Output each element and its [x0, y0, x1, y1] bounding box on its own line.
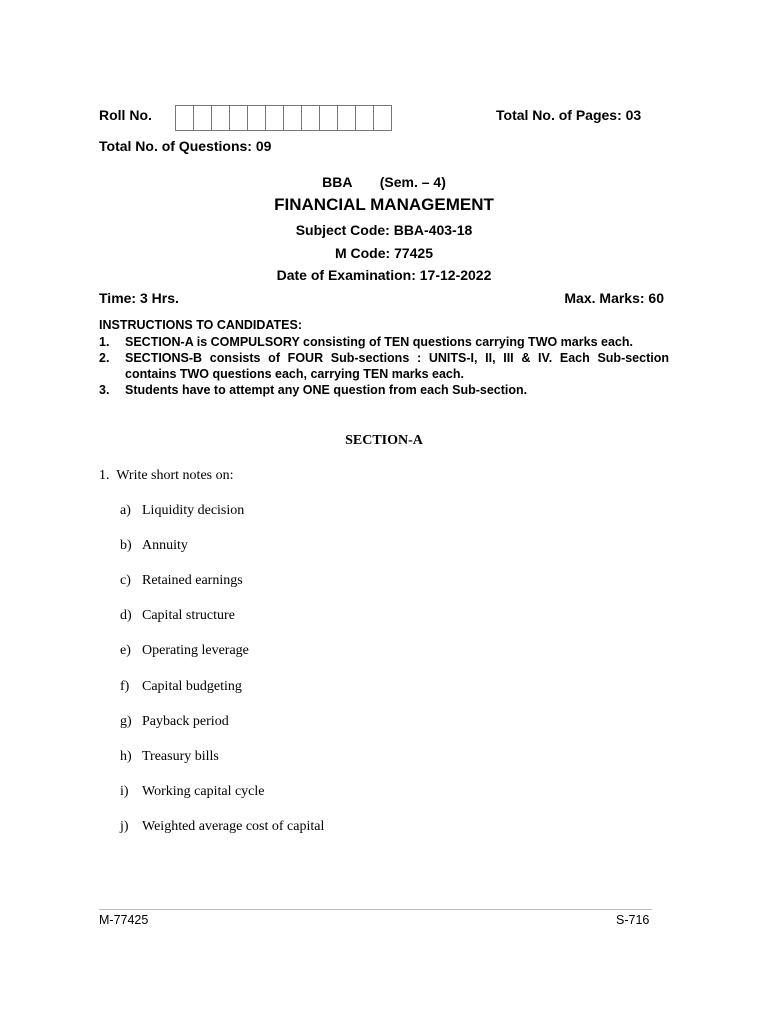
question-part	[120, 503, 244, 519]
subject-title: FINANCIAL MANAGEMENT	[274, 195, 494, 214]
part-text: Operating leverage	[142, 643, 249, 659]
footer-right-code: S-716	[616, 913, 650, 927]
instruction-item	[99, 382, 669, 398]
instructions-heading: INSTRUCTIONS TO CANDIDATES:	[99, 318, 303, 332]
roll-number-box[interactable]	[338, 106, 356, 130]
program: BBA	[322, 174, 352, 190]
part-text: Capital structure	[142, 608, 235, 624]
section-a-title: SECTION-A	[345, 433, 423, 448]
question-part	[120, 679, 242, 695]
instruction-text: SECTIONS-B consists of FOUR Sub-sections : UNITS-I, II, III & IV. Each Sub-section contains TWO questions each, carrying TEN marks each.	[125, 351, 669, 381]
program-line	[0, 174, 768, 190]
total-pages: Total No. of Pages: 03	[496, 107, 642, 123]
roll-number-box[interactable]	[284, 106, 302, 130]
footer-left-code: M-77425	[99, 913, 149, 927]
instruction-number: 1.	[99, 335, 110, 349]
part-label: h)	[120, 748, 132, 764]
question-part	[120, 608, 235, 624]
part-label: j)	[120, 818, 129, 834]
footer-divider	[99, 909, 652, 910]
subject-code: Subject Code: BBA-403-18	[295, 222, 473, 238]
roll-number-label: Roll No.	[99, 107, 152, 123]
roll-number-box[interactable]	[230, 106, 248, 130]
exam-date: Date of Examination: 17-12-2022	[276, 267, 492, 283]
exam-time: Time: 3 Hrs.	[99, 290, 179, 306]
roll-number-box[interactable]	[212, 106, 230, 130]
part-text: Retained earnings	[142, 573, 243, 589]
roll-number-box[interactable]	[302, 106, 320, 130]
semester: (Sem. – 4)	[379, 174, 446, 190]
instruction-text: SECTION-A is COMPULSORY consisting of TEN questions carrying TWO marks each.	[125, 335, 633, 349]
instruction-number: 2.	[99, 351, 110, 365]
total-questions: Total No. of Questions: 09	[99, 138, 272, 154]
roll-number-box[interactable]	[176, 106, 194, 130]
m-code: M Code: 77425	[334, 245, 434, 261]
part-text: Capital budgeting	[142, 678, 242, 694]
part-text: Payback period	[142, 713, 229, 729]
instruction-text: Students have to attempt any ONE question from each Sub-section.	[125, 383, 528, 397]
part-label: f)	[120, 678, 130, 694]
part-text: Annuity	[142, 538, 188, 554]
question-part	[120, 538, 188, 554]
part-text: Treasury bills	[142, 748, 219, 764]
part-label: e)	[120, 643, 131, 659]
part-text: Liquidity decision	[142, 503, 245, 518]
part-label: d)	[120, 608, 132, 624]
roll-number-box[interactable]	[356, 106, 374, 130]
roll-number-box[interactable]	[248, 106, 266, 130]
max-marks: Max. Marks: 60	[564, 290, 664, 306]
question-part	[120, 819, 324, 835]
roll-number-box[interactable]	[374, 106, 391, 130]
question-part	[120, 643, 249, 659]
roll-number-boxes[interactable]	[175, 105, 392, 131]
instruction-number: 3.	[99, 383, 110, 397]
part-text: Weighted average cost of capital	[142, 818, 325, 834]
instruction-item	[99, 334, 669, 350]
question-1: 1. Write short notes on:	[99, 468, 234, 483]
question-part	[120, 749, 219, 765]
question-part	[120, 714, 229, 730]
part-text: Working capital cycle	[142, 783, 265, 799]
part-label: a)	[120, 503, 131, 518]
part-label: c)	[120, 573, 131, 589]
roll-number-box[interactable]	[266, 106, 284, 130]
roll-number-box[interactable]	[320, 106, 338, 130]
part-label: b)	[120, 538, 132, 554]
part-label: g)	[120, 713, 132, 729]
part-label: i)	[120, 783, 129, 799]
instruction-item	[99, 350, 669, 382]
roll-number-box[interactable]	[194, 106, 212, 130]
question-part	[120, 784, 265, 800]
question-part	[120, 573, 243, 589]
